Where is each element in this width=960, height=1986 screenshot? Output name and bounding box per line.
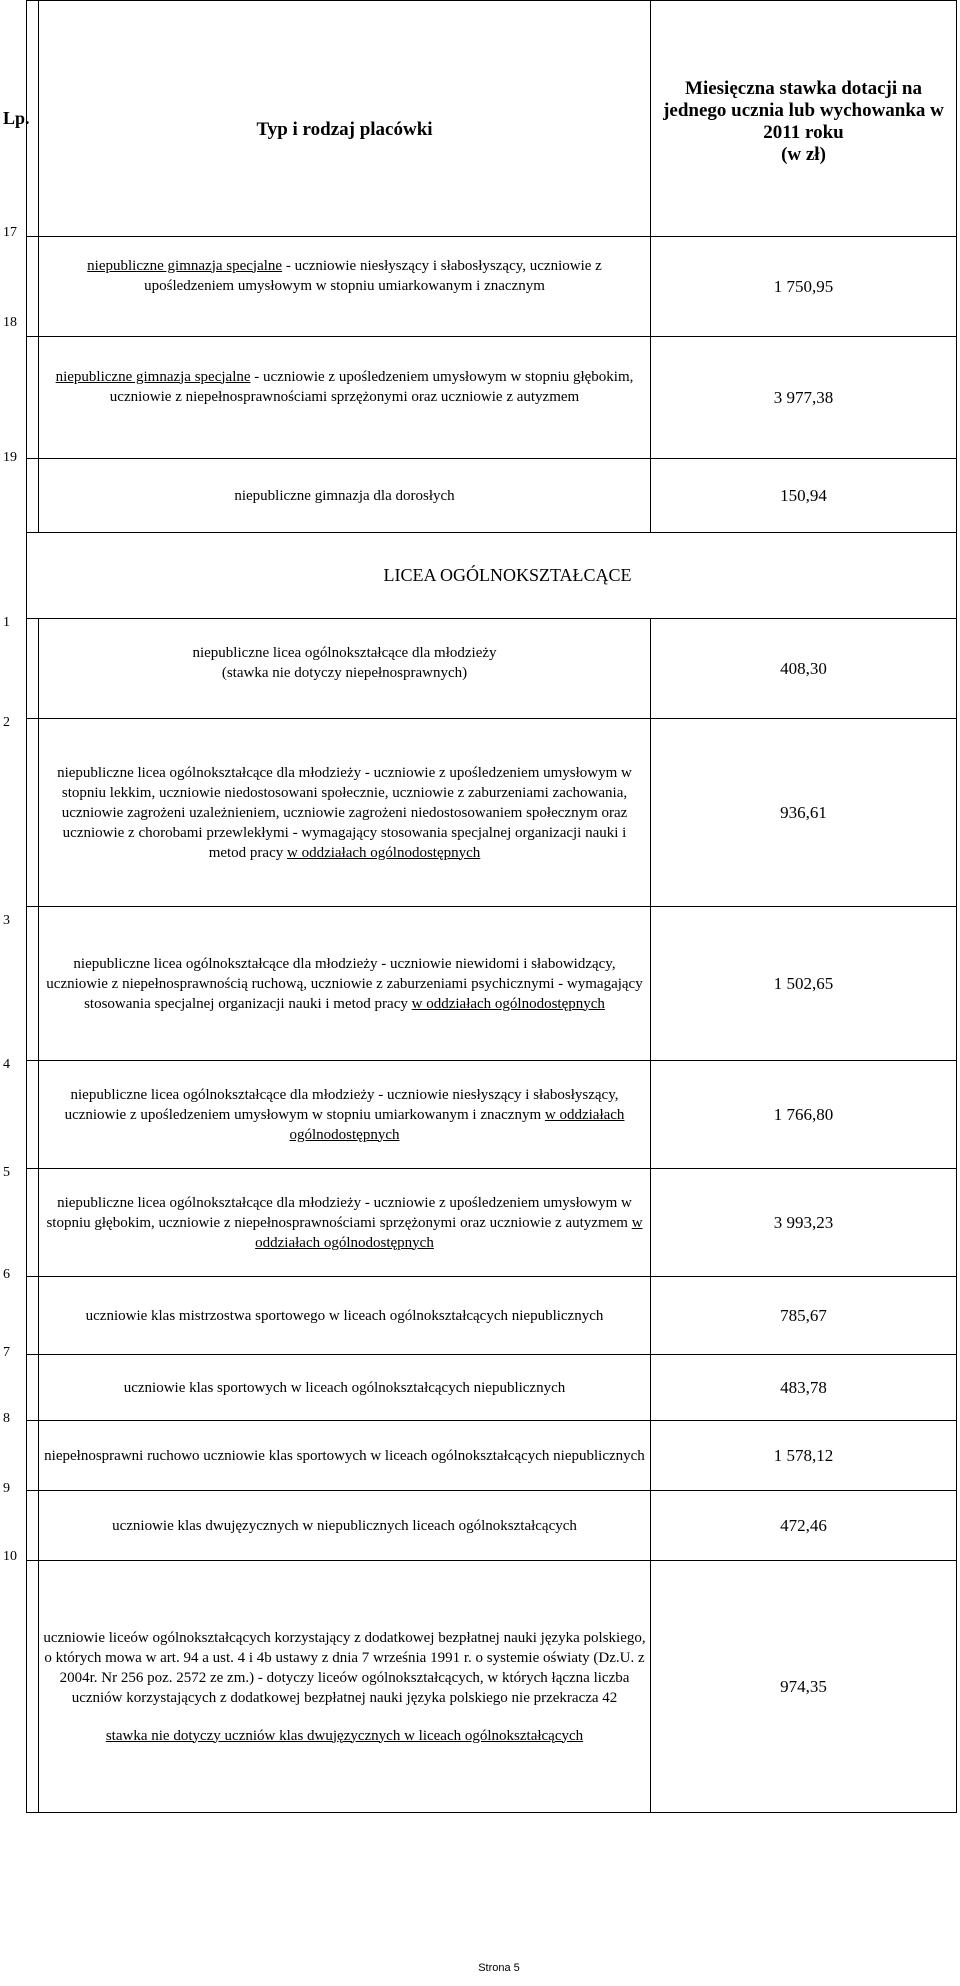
row-rate: 3 977,38 — [651, 337, 957, 459]
subsidy-table — [3, 0, 957, 1813]
table-row — [27, 719, 957, 907]
row-description: uczniowie klas mistrzostwa sportowego w liceach ogólnokształcących niepublicznych — [39, 1277, 651, 1355]
row-description: niepubliczne licea ogólnokształcące dla młodzieży - uczniowie niewidomi i słabowidzący, uczniowie z niepełnosprawnością ruchową, uczniowie z zaburzeniami psychicznymi - wymagający stosowania specjalnej organizacji nauki i metod pracy w oddziałach ogólnodostępnych — [39, 907, 651, 1061]
row-number: 9 — [3, 1481, 10, 1496]
table-row — [27, 1421, 957, 1491]
row-number: 3 — [3, 913, 10, 928]
table-row — [27, 1277, 957, 1355]
table-row — [27, 1355, 957, 1421]
row-rate: 1 750,95 — [651, 237, 957, 337]
table-row — [27, 907, 957, 1061]
header-row — [27, 1, 957, 237]
row-rate: 1 766,80 — [651, 1061, 957, 1169]
row-description: niepełnosprawni ruchowo uczniowie klas sportowych w liceach ogólnokształcących niepublicznych — [39, 1421, 651, 1491]
row-rate: 483,78 — [651, 1355, 957, 1421]
row-number: 5 — [3, 1165, 10, 1180]
row-number: 19 — [3, 450, 17, 465]
row-description: niepubliczne licea ogólnokształcące dla młodzieży - uczniowie z upośledzeniem umysłowym w stopniu głębokim, uczniowie z niepełnosprawnościami sprzężonymi oraz uczniowie z autyzmem w oddziałach ogólnodostępnych — [39, 1169, 651, 1277]
row-rate: 1 502,65 — [651, 907, 957, 1061]
row-number: 18 — [3, 315, 17, 330]
row-description: uczniowie klas dwujęzycznych w niepublicznych liceach ogólnokształcących — [39, 1491, 651, 1561]
row-description: niepubliczne licea ogólnokształcące dla młodzieży (stawka nie dotyczy niepełnosprawnych) — [39, 619, 651, 719]
row-rate: 472,46 — [651, 1491, 957, 1561]
row-rate: 3 993,23 — [651, 1169, 957, 1277]
row-number: 2 — [3, 715, 10, 730]
table-row — [27, 237, 957, 337]
row-number: 8 — [3, 1411, 10, 1426]
header-rate: Miesięczna stawka dotacji na jednego ucznia lub wychowanka w 2011 roku (w zł) — [651, 1, 957, 237]
row-number: 7 — [3, 1345, 10, 1360]
table-row — [27, 1491, 957, 1561]
table-row — [27, 619, 957, 719]
row-rate: 936,61 — [651, 719, 957, 907]
section-row — [27, 533, 957, 619]
header-type: Typ i rodzaj placówki — [39, 1, 651, 237]
row-number: 6 — [3, 1267, 10, 1282]
row-rate: 1 578,12 — [651, 1421, 957, 1491]
section-title: LICEA OGÓLNOKSZTAŁCĄCE — [27, 533, 957, 619]
row-description: uczniowie klas sportowych w liceach ogólnokształcących niepublicznych — [39, 1355, 651, 1421]
table-row — [27, 1561, 957, 1813]
row-description: niepubliczne gimnazja specjalne - uczniowie z upośledzeniem umysłowym w stopniu głębokim, uczniowie z niepełnosprawnościami sprzężonymi oraz uczniowie z autyzmem — [39, 337, 651, 459]
row-rate: 150,94 — [651, 459, 957, 533]
table-row — [27, 337, 957, 459]
table-row — [27, 1169, 957, 1277]
page-number: Strona 5 — [478, 1962, 520, 1974]
row-rate: 785,67 — [651, 1277, 957, 1355]
row-description: uczniowie liceów ogólnokształcących korzystający z dodatkowej bezpłatnej nauki języka polskiego, o których mowa w art. 94 a ust. 4 i 4b ustawy z dnia 7 września 1991 r. o systemie oświaty (Dz.U. z 2004r. Nr 256 poz. 2572 ze zm.) - dotyczy liceów ogólnokształcących, w których łączna liczba uczniów korzystających z dodatkowej bezpłatnej nauki języka polskiego nie przekracza 42 stawka nie dotyczy uczniów klas dwujęzycznych w liceach ogólnokształcących — [39, 1561, 651, 1813]
table-row — [27, 1061, 957, 1169]
row-number: 1 — [3, 615, 10, 630]
table-row — [27, 459, 957, 533]
row-description: niepubliczne gimnazja dla dorosłych — [39, 459, 651, 533]
row-number: 10 — [3, 1549, 17, 1564]
header-lp: Lp. — [27, 1, 39, 237]
page-footer — [0, 1962, 960, 1974]
row-rate: 974,35 — [651, 1561, 957, 1813]
row-rate: 408,30 — [651, 619, 957, 719]
row-description: niepubliczne licea ogólnokształcące dla młodzieży - uczniowie niesłyszący i słabosłyszący, uczniowie z upośledzeniem umysłowym w stopniu umiarkowanym i znacznym w oddziałach ogólnodostępnych — [39, 1061, 651, 1169]
row-description: niepubliczne gimnazja specjalne - uczniowie niesłyszący i słabosłyszący, uczniowie z upośledzeniem umysłowym w stopniu umiarkowanym i znacznym — [39, 237, 651, 337]
row-description: niepubliczne licea ogólnokształcące dla młodzieży - uczniowie z upośledzeniem umysłowym w stopniu lekkim, uczniowie niedostosowani społecznie, uczniowie z zaburzeniami zachowania, uczniowie zagrożeni uzależnieniem, uczniowie zagrożeni niedostosowaniem społecznym oraz uczniowie z chorobami przewlekłymi - wymagający stosowania specjalnej organizacji nauki i metod pracy w oddziałach ogólnodostępnych — [39, 719, 651, 907]
row-number: 4 — [3, 1057, 10, 1072]
row-number: 17 — [3, 225, 17, 240]
